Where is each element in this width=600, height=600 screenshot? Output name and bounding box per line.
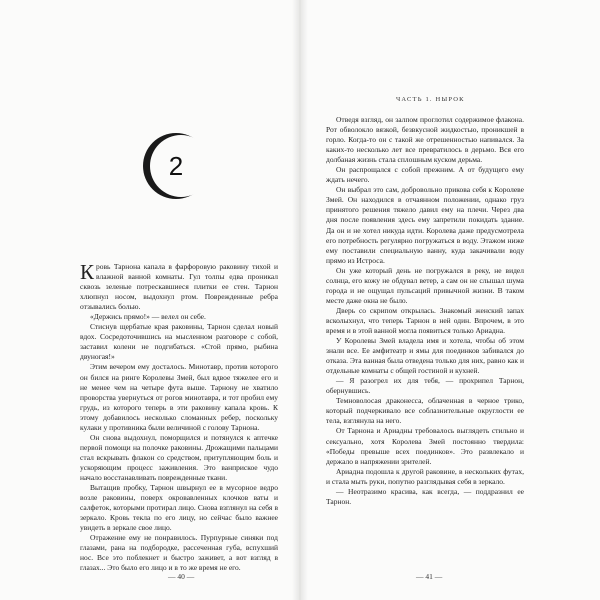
paragraph: Он выбрал это сам, добровольно прикова себя к Королеве Змей. Он находился в отчаянном положении, однако груз принятого решения тяжело давил ему на плечи. Через два дня после появления здесь ему запретили покидать здание. Да он и не хотел никуда идти. Королева даже предусмотрела его потребность регулярно погружаться в воду. Этажом ниже ему поставили специальную ванну, куда закачивали воду прямо из Истроса. xyxy=(326,185,524,265)
paragraph: Стиснув щербатые края раковины, Тарнон сделал новый вдох. Сосредоточившись на мысленном разговоре с собой, заставил колени не подгибаться. «Стой прямо, рыбина двуногая!» xyxy=(80,322,278,362)
left-text-column xyxy=(80,262,278,573)
paragraph: Он распрощался с собой прежним. А от будущего ему ждать нечего. xyxy=(326,165,524,185)
page-number-right: — 41 — xyxy=(416,572,443,581)
paragraph: Вытащив пробку, Тарнон швырнул ее в мусорное ведро возле раковины, поверх окровавленных клочков ваты и салфеток, которыми протирал лицо. Снова взглянул на себя в зеркало. Кровь текла по его лицу, но сейчас было важнее увидеть в зеркале свое лицо. xyxy=(80,483,278,533)
book-gutter xyxy=(292,0,308,600)
right-page xyxy=(300,0,600,600)
page-number-left: — 40 — xyxy=(168,572,195,581)
chapter-number: 2 xyxy=(168,150,184,181)
paragraph: Отведя взгляд, он залпом проглотил содержимое флакона. Рот обволокло вязкой, безвкусной жидкостью, проникшей в горло. Когда-то он с такой же отрешенностью напивался. За каких-то несколько лет все превратилось в дерьмо. Вся его долбаная жизнь стала сплошным куском дерьма. xyxy=(326,115,524,165)
paragraph: От Тарнона и Ариадны требовалось выглядеть стильно и сексуально, хотя Королева Змей постоянно твердила: «Победы превыше всех поединков». Это развлекало и держало в напряжении зрителей. xyxy=(326,426,524,466)
paragraph: Он уже который день не погружался в реку, не видел солнца, его кожу не обдувал ветер, а сам он не слышал шума города и не ощущал пульсаций привычной жизни. В таком месте даже окна не было. xyxy=(326,265,524,305)
drop-cap: К xyxy=(80,260,95,284)
paragraph: Ариадна подошла к другой раковине, в нескольких футах, и стала мыть руки, попутно разглядывая себя в зеркало. xyxy=(326,466,524,486)
paragraph: Темноволосая драконесса, облаченная в черное трико, который подчеркивало все соблазнительные округлости ее тела, взглянула на него. xyxy=(326,396,524,426)
paragraph: Отражение ему не понравилось. Пурпурные синяки под глазами, рана на подбородке, рассеченная губа, вспухший нос. Все это поблекнет и быстро заживет, а вот взгляд в глазах... Это было его лицо и в то же время не его. xyxy=(80,533,278,573)
running-head: ЧАСТЬ 1. НЫРОК xyxy=(396,96,465,103)
paragraph: Он снова выдохнул, поморщился и потянулся к аптечке первой помощи на полочке раковины. Дрожащими пальцами стал вскрывать флакон со средством, притупляющим боль и ускоряющим процесс заживления. Это ванприское чудо начало восстанавливать поврежденные ткани. xyxy=(80,432,278,482)
paragraph: «Держись прямо!» — велел он себе. xyxy=(90,312,206,322)
paragraph: У Королевы Змей владела имя и хотела, чтобы об этом знали все. Ее амфитеатр и ямы для поединков забивался до отказа. Эта ванная была отведена только для них, равно как и отдельные комнаты с общей гостиной и кухней. xyxy=(326,336,524,376)
right-text-column xyxy=(326,115,524,507)
paragraph: Кровь Тарнона капала в фарфоровую раковину тихой и влажной ванной комнаты. Гул толпы едва проникал сквозь зеленые потрескавшиеся плитки ее стен. Тарнон хлюпнул носом, выдохнул ртом. Поврежденные ребра отзывались болью. xyxy=(80,260,278,312)
paragraph: — Я разогрел их для тебя, — прохрипел Тарнон, обернувшись. xyxy=(326,376,524,396)
paragraph: Этим вечером ему досталось. Минотавр, против которого он бился на ринге Королевы Змей, был вдвое тяжелее его и не менее чем на четыре фута выше. Тарнону не хватило проворства увернуться от рогов минотавра, и тот пробил ему грудь, из которого теперь в эти раковину капала кровь. К этому добавилось несколько сломанных ребер, поскольку кулаки у противника были величиной с голову Тарнона. xyxy=(80,362,278,432)
paragraph: — Неотразимо красива, как всегда, — поддразнил ее Тарнон. xyxy=(326,486,524,506)
chapter-number-wrap xyxy=(138,128,214,204)
paragraph: Дверь со скрипом открылась. Знакомый женский запах всколыхнул, что теперь Тарнон в ней один. Впрочем, в это время и в этой ванной могла появиться только Ариадна. xyxy=(326,305,524,335)
